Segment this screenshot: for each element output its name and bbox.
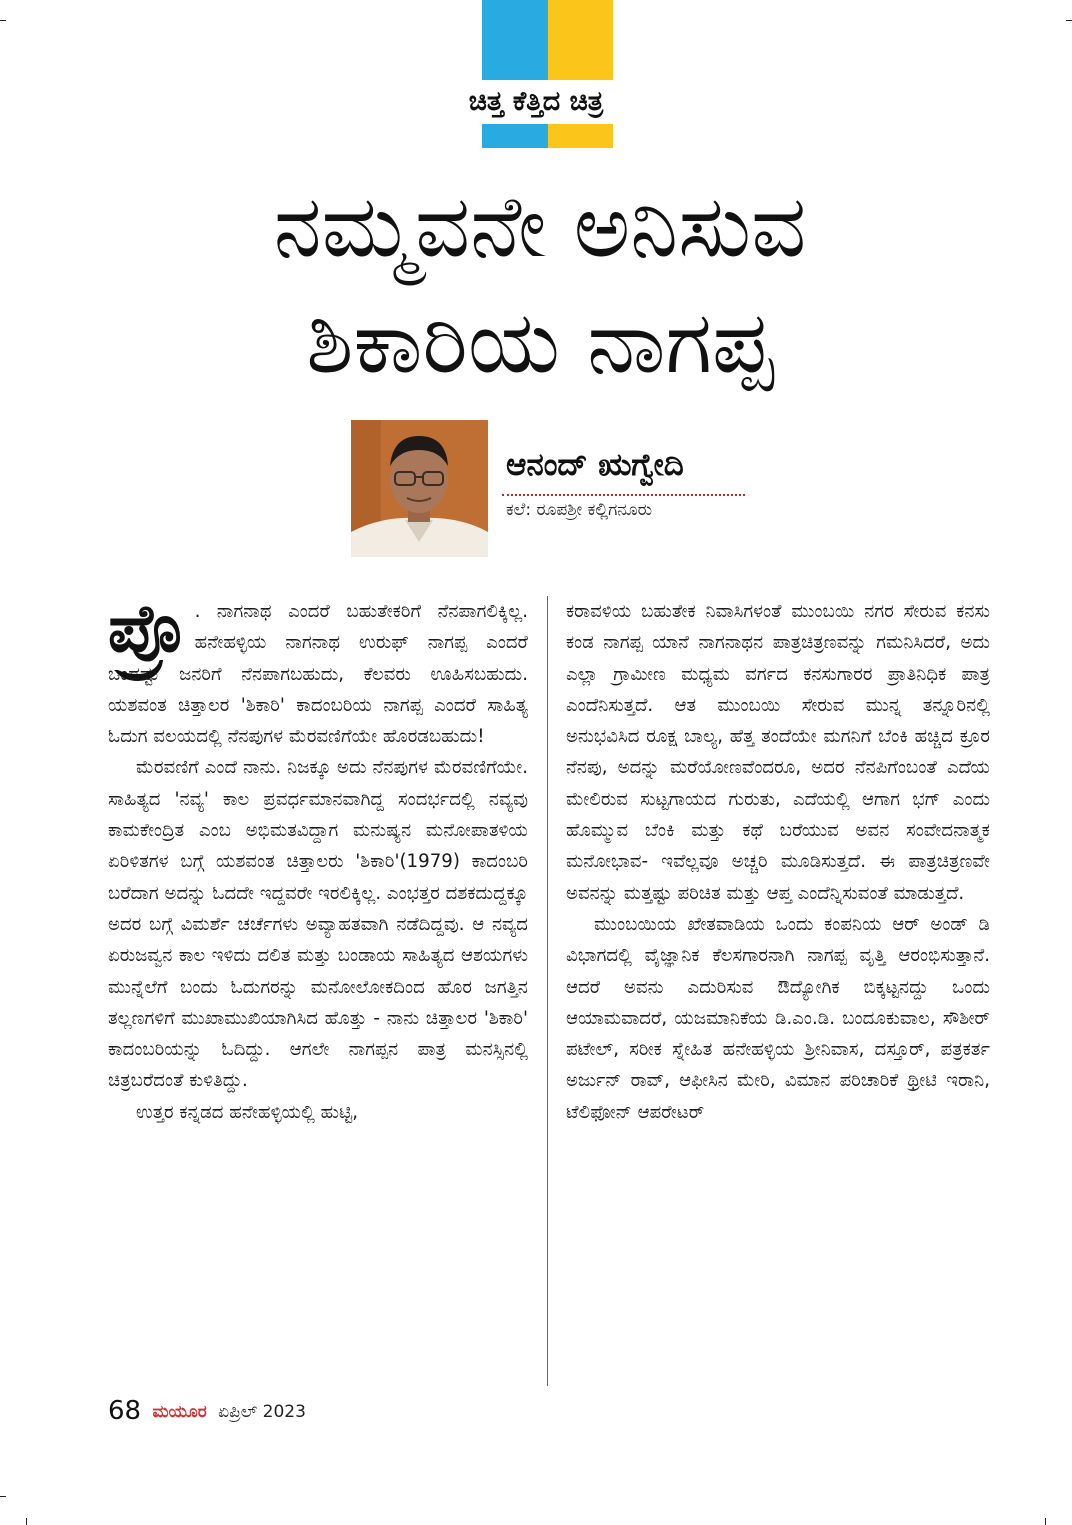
section-label: ಚಿತ್ತ ಕೆತ್ತಿದ ಚಿತ್ರ	[420, 80, 652, 124]
crop-mark-bottom-left	[0, 1496, 6, 1497]
author-divider	[502, 494, 745, 496]
page-number: 68	[108, 1396, 142, 1426]
article-paragraph: ಮುಂಬಯಿಯ ಖೇತವಾಡಿಯ ಒಂದು ಕಂಪನಿಯ ಆರ್ ಅಂಡ್ ಡಿ ವಿಭಾಗದಲ್ಲಿ ವೈಜ್ಞಾನಿಕ ಕೆಲಸಗಾರನಾಗಿ ನಾಗಪ್ಪ ವೃತ್ತಿ ಆರಂಭಿಸುತ್ತಾನೆ. ಆದರೆ ಅವನು ಎದುರಿಸುವ ಔದ್ಯೋಗಿಕ ಬಿಕ್ಕಟ್ಟನದ್ದು ಒಂದು ಆಯಾಮವಾದರೆ, ಯಜಮಾನಿಕೆಯ ಡಿ.ಎಂ.ಡಿ. ಬಂದೂಕುವಾಲ, ಸೌಶೀರ್ ಪಟೇಲ್, ಸರೀಕ ಸ್ನೇಹಿತ ಹನೇಹಳ್ಳಿಯ ಶ್ರೀನಿವಾಸ, ದಸ್ತೂರ್, ಪತ್ರಕರ್ತ ಅರ್ಜುನ್ ರಾವ್, ಆಫೀಸಿನ ಮೇರಿ, ವಿಮಾನ ಪರಿಚಾರಿಕೆ ಥ್ರೀಟಿ ಇರಾನಿ, ಟೆಲಿಫೋನ್ ಆಪರೇಟರ್	[566, 913, 990, 1123]
header-color-block	[482, 0, 613, 148]
article-paragraph: ಮೆರವಣಿಗೆ ಎಂದೆ ನಾನು. ನಿಜಕ್ಕೂ ಅದು ನೆನಪುಗಳ ಮೆರವಣಿಗೆಯೇ. ಸಾಹಿತ್ಯದ 'ನವ್ಯ' ಕಾಲ ಪ್ರವರ್ಧಮಾನವಾಗಿದ್ದ ಸಂದರ್ಭದಲ್ಲಿ ನವ್ಯವು ಕಾಮಕೇಂದ್ರಿತ ಎಂಬ ಅಭಿಮತವಿದ್ದಾಗ ಮನುಷ್ಯನ ಮನೋಪಾತಳಿಯ ಏರಿಳಿತಗಳ ಬಗ್ಗೆ ಯಶವಂತ ಚಿತ್ತಾಲರು 'ಶಿಕಾರಿ'(1979) ಕಾದಂಬರಿ ಬರೆದಾಗ ಅದನ್ನು ಓದದೇ ಇದ್ದವರೇ ಇರಲಿಕ್ಕಿಲ್ಲ. ಎಂಭತ್ತರ ದಶಕದುದ್ದಕ್ಕೂ ಅದರ ಬಗ್ಗೆ ವಿಮರ್ಶೆ ಚರ್ಚೆಗಳು ಅವ್ಯಾಹತವಾಗಿ ನಡೆದಿದ್ದವು. ಆ ನವ್ಯದ ಏರುಜವ್ವನ ಕಾಲ ಇಳಿದು ದಲಿತ ಮತ್ತು ಬಂಡಾಯ ಸಾಹಿತ್ಯದ ಆಶಯಗಳು ಮುನ್ನೆಲೆಗೆ ಬಂದು ಓದುಗರನ್ನು ಮನೋಲೋಕದಿಂದ ಹೊರ ಜಗತ್ತಿನ ತಲ್ಲಣಗಳಿಗೆ ಮುಖಾಮುಖಿಯಾಗಿಸಿದ ಹೊತ್ತು - ನಾನು ಚಿತ್ತಾಲರ 'ಶಿಕಾರಿ' ಕಾದಂಬರಿಯನ್ನು ಓದಿದ್ದು. ಆಗಲೇ ನಾಗಪ್ಪನ ಪಾತ್ರ ಮನಸ್ಸಿನಲ್ಲಿ ಚಿತ್ರಬರೆದಂತೆ ಕುಳಿತಿದ್ದು.	[108, 757, 528, 1092]
page-footer	[108, 1396, 306, 1426]
article-paragraph: ಉತ್ತರ ಕನ್ನಡದ ಹನೇಹಳ್ಳಿಯಲ್ಲಿ ಹುಟ್ಟಿ,	[136, 1101, 359, 1123]
column-divider	[547, 596, 548, 1386]
author-photo	[351, 420, 488, 557]
crop-mark-bottom-mid-left	[26, 1518, 27, 1525]
article-title-line-1: ನಮ್ಮವನೇ ಅನಿಸುವ	[273, 177, 807, 277]
paragraph-text: . ನಾಗನಾಥ ಎಂದರೆ ಬಹುತೇಕರಿಗೆ ನೆನಪಾಗಲಿಕ್ಕಿಲ್ಲ. ಹನೇಹಳ್ಳಿಯ ನಾಗನಾಥ ಉರುಫ್ ನಾಗಪ್ಪ ಎಂದರೆ ಒಂದಷ್ಟು ಜನರಿಗೆ ನೆನಪಾಗಬಹುದು, ಕೆಲವರು ಊಹಿಸಬಹುದು. ಯಶವಂತ ಚಿತ್ತಾಲರ 'ಶಿಕಾರಿ' ಕಾದಂಬರಿಯ ನಾಗಪ್ಪ ಎಂದರೆ ಸಾಹಿತ್ಯ ಓದುಗ ವಲಯದಲ್ಲಿ ನೆನಪುಗಳ ಮೆರವಣಿಗೆಯೇ ಹೊರಡಬಹುದು!	[108, 601, 528, 748]
magazine-logo: ಮಯೂರ	[152, 1402, 207, 1422]
drop-cap: ಪ್ರೊ	[108, 590, 185, 667]
article-paragraph: ಕರಾವಳಿಯ ಬಹುತೇಕ ನಿವಾಸಿಗಳಂತೆ ಮುಂಬಯಿ ನಗರ ಸೇರುವ ಕನಸು ಕಂಡ ನಾಗಪ್ಪ ಯಾನೆ ನಾಗನಾಥನ ಪಾತ್ರಚಿತ್ರಣವನ್ನು ಗಮನಿಸಿದರೆ, ಅದು ಎಲ್ಲಾ ಗ್ರಾಮೀಣ ಮಧ್ಯಮ ವರ್ಗದ ಕನಸುಗಾರರ ಪ್ರಾತಿನಿಧಿಕ ಪಾತ್ರ ಎಂದೆನಿಸುತ್ತದೆ. ಆತ ಮುಂಬಯಿ ಸೇರುವ ಮುನ್ನ ತನ್ನೂರಿನಲ್ಲಿ ಅನುಭವಿಸಿದ ರೂಕ್ಷ ಬಾಲ್ಯ, ಹೆತ್ತ ತಂದೆಯೇ ಮಗನಿಗೆ ಬೆಂಕಿ ಹಚ್ಚಿದ ಕ್ರೂರ ನೆನಪು, ಅದನ್ನು ಮರೆಯೋಣವೆಂದರೂ, ಅದರ ನೆನಪಿಗೆಂಬಂತೆ ಎದೆಯ ಮೇಲಿರುವ ಸುಟ್ಟಗಾಯದ ಗುರುತು, ಎದೆಯಲ್ಲಿ ಆಗಾಗ ಭಗ್ ಎಂದು ಹೊಮ್ಮುವ ಬೆಂಕಿ ಮತ್ತು ಕಥೆ ಬರೆಯುವ ಅವನ ಸಂವೇದನಾತ್ಮಕ ಮನೋಭಾವ- ಇವೆಲ್ಲವೂ ಅಚ್ಚರಿ ಮೂಡಿಸುತ್ತದೆ. ಈ ಪಾತ್ರಚಿತ್ರಣವೇ ಅವನನ್ನು ಮತ್ತಷ್ಟು ಪರಿಚಿತ ಮತ್ತು ಆಪ್ತ ಎಂದೆನ್ನಿಸುವಂತೆ ಮಾಡುತ್ತದೆ.	[566, 601, 990, 904]
article-column-left	[108, 590, 528, 1128]
issue-date: ಏಪ್ರಿಲ್ 2023	[218, 1402, 306, 1422]
article-title-line-2: ಶಿಕಾರಿಯ ನಾಗಪ್ಪ	[306, 293, 774, 393]
author-portrait-illustration	[351, 420, 488, 557]
illustrator-credit: ಕಲೆ: ರೂಪಶ್ರೀ ಕಲ್ಲಿಗನೂರು	[506, 500, 652, 520]
crop-mark-bottom-mid-right	[1045, 1518, 1046, 1525]
header-yellow-bar	[548, 0, 614, 148]
crop-mark-top-left	[0, 20, 6, 21]
author-name: ಆನಂದ್ ಋಗ್ವೇದಿ	[506, 447, 684, 483]
article-paragraph	[108, 590, 528, 752]
crop-mark-top-right	[1066, 20, 1072, 21]
header-blue-bar	[482, 0, 548, 148]
article-column-right	[566, 596, 990, 1128]
